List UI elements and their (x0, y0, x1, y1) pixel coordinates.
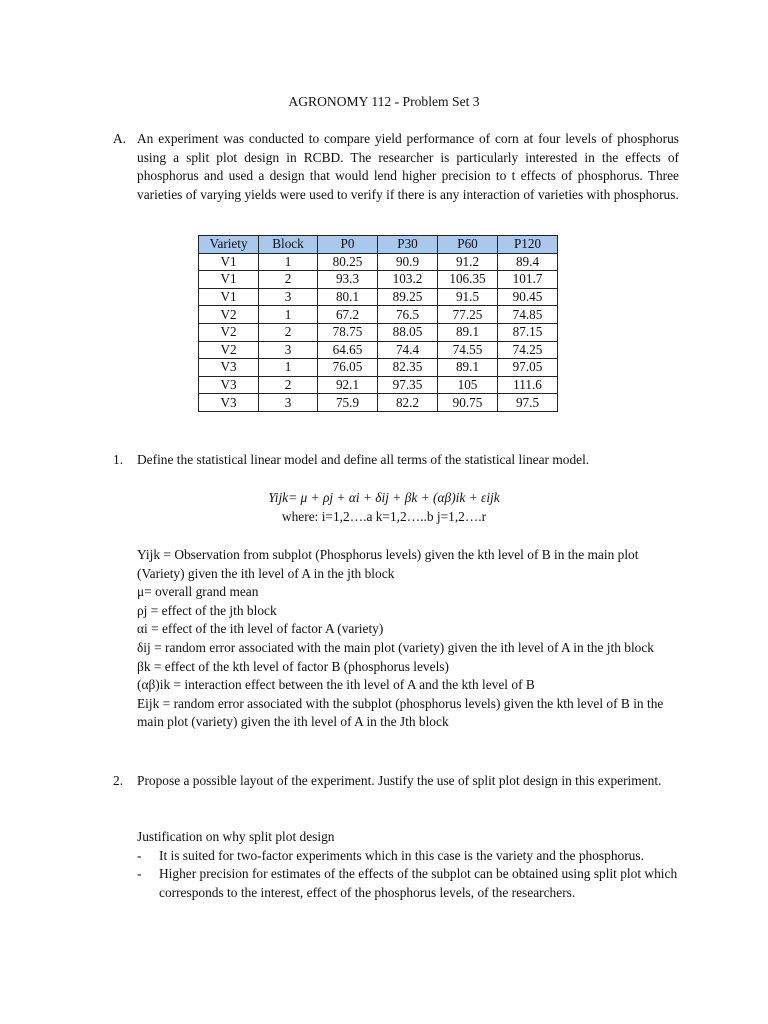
definition-item: βk = effect of the kth level of factor B (phosphorus levels) (137, 658, 449, 674)
table-row (199, 288, 558, 306)
cell-p30: 82.2 (378, 394, 438, 412)
cell-p30: 82.35 (378, 359, 438, 377)
cell-p30: 89.25 (378, 288, 438, 306)
table-row (199, 394, 558, 412)
table-row (199, 341, 558, 359)
cell-p120: 87.15 (498, 323, 558, 341)
document-title: AGRONOMY 112 - Problem Set 3 (288, 94, 480, 109)
cell-p120: 90.45 (498, 288, 558, 306)
table-row (199, 323, 558, 341)
bullet-text: It is suited for two-factor experiments which in this case is the variety and the phosphorus. (159, 847, 644, 863)
definition-item: δij = random error associated with the main plot (variety) given the ith level of A in the jth block (137, 639, 654, 655)
table-header-row (199, 236, 558, 254)
cell-block: 1 (259, 306, 318, 324)
cell-p120: 89.4 (498, 253, 558, 271)
section-a-label: A. (113, 131, 127, 146)
cell-p60: 77.25 (438, 306, 498, 324)
cell-p0: 78.75 (318, 323, 378, 341)
cell-p120: 97.05 (498, 359, 558, 377)
question-1-text: Define the statistical linear model and define all terms of the statistical linear model. (137, 452, 590, 467)
linear-model-formula (0, 489, 768, 526)
header-block: Block (259, 236, 318, 254)
cell-p0: 80.25 (318, 253, 378, 271)
header-p60: P60 (438, 236, 498, 254)
cell-block: 3 (259, 394, 318, 412)
header-p30: P30 (378, 236, 438, 254)
table-row (199, 271, 558, 289)
cell-p30: 76.5 (378, 306, 438, 324)
table-row (199, 306, 558, 324)
cell-p60: 89.1 (438, 359, 498, 377)
table-row (199, 359, 558, 377)
bullet-text: Higher precision for estimates of the effects of the subplot can be obtained using split plot which corresponds to the interest, effect of the phosphorus levels, of the researchers. (159, 866, 678, 900)
cell-block: 2 (259, 376, 318, 394)
cell-p120: 111.6 (498, 376, 558, 394)
cell-p30: 88.05 (378, 323, 438, 341)
cell-p60: 90.75 (438, 394, 498, 412)
justification (137, 828, 682, 902)
cell-block: 3 (259, 341, 318, 359)
question-2 (113, 772, 679, 791)
cell-variety: V2 (199, 341, 259, 359)
definition-item: ρj = effect of the jth block (137, 602, 277, 618)
justification-heading: Justification on why split plot design (137, 829, 335, 844)
cell-p30: 90.9 (378, 253, 438, 271)
question-1 (113, 451, 679, 470)
cell-p30: 97.35 (378, 376, 438, 394)
definition-item: αi = effect of the ith level of factor A (variety) (137, 621, 384, 637)
cell-variety: V2 (199, 323, 259, 341)
cell-p30: 103.2 (378, 271, 438, 289)
cell-p60: 105 (438, 376, 498, 394)
cell-p0: 92.1 (318, 376, 378, 394)
formula-equation: Yijk= μ + ρj + αi + δij + βk + (αβ)ik + εijk (268, 490, 500, 505)
justification-bullet (137, 847, 682, 866)
question-1-number: 1. (113, 452, 124, 467)
cell-variety: V2 (199, 306, 259, 324)
header-p120: P120 (498, 236, 558, 254)
definition-item: μ= overall grand mean (137, 584, 259, 600)
yield-table (198, 235, 558, 412)
justification-bullet (137, 865, 682, 902)
question-2-text: Propose a possible layout of the experiment. Justify the use of split plot design in this experiment. (137, 773, 662, 788)
cell-variety: V1 (199, 253, 259, 271)
header-variety: Variety (199, 236, 259, 254)
cell-block: 1 (259, 253, 318, 271)
cell-p60: 91.5 (438, 288, 498, 306)
bullet-dash: - (137, 866, 142, 882)
definitions-list (137, 546, 682, 732)
cell-p0: 76.05 (318, 359, 378, 377)
cell-p0: 64.65 (318, 341, 378, 359)
cell-block: 1 (259, 359, 318, 377)
cell-variety: V3 (199, 394, 259, 412)
cell-variety: V3 (199, 376, 259, 394)
cell-p0: 67.2 (318, 306, 378, 324)
cell-p0: 80.1 (318, 288, 378, 306)
cell-block: 2 (259, 323, 318, 341)
cell-block: 3 (259, 288, 318, 306)
table-body (199, 253, 558, 411)
question-2-number: 2. (113, 773, 124, 788)
cell-variety: V1 (199, 288, 259, 306)
cell-p60: 91.2 (438, 253, 498, 271)
section-a-text: An experiment was conducted to compare yield performance of corn at four levels of phosphorus using a split plot design in RCBD. The researcher is particularly interested in the effects of phosphorus and used a design that would lend higher precision to t effects of phosphorus. Three varieties of varying yields were used to verify if there is any interaction of varieties with phosphorus. (137, 131, 679, 202)
cell-p120: 101.7 (498, 271, 558, 289)
cell-p0: 93.3 (318, 271, 378, 289)
definition-item: Eijk = random error associated with the subplot (phosphorus levels) given the kth level of B in the main plot (variety) given the ith level of A in the Jth block (137, 695, 664, 730)
header-p0: P0 (318, 236, 378, 254)
table-row (199, 253, 558, 271)
cell-p60: 106.35 (438, 271, 498, 289)
cell-p120: 74.85 (498, 306, 558, 324)
bullet-dash: - (137, 847, 142, 863)
definition-item: (αβ)ik = interaction effect between the ith level of A and the kth level of B (137, 677, 535, 693)
cell-p0: 75.9 (318, 394, 378, 412)
table-row (199, 376, 558, 394)
section-a (113, 130, 679, 204)
cell-p60: 74.55 (438, 341, 498, 359)
cell-p120: 74.25 (498, 341, 558, 359)
cell-variety: V3 (199, 359, 259, 377)
cell-block: 2 (259, 271, 318, 289)
definition-item: Yijk = Observation from subplot (Phosphorus levels) given the kth level of B in the main plot (Variety) given the ith level of A in the jth block (137, 547, 639, 581)
formula-where: where: i=1,2….a k=1,2…..b j=1,2….r (281, 508, 487, 524)
cell-p120: 97.5 (498, 394, 558, 412)
cell-p30: 74.4 (378, 341, 438, 359)
cell-variety: V1 (199, 271, 259, 289)
cell-p60: 89.1 (438, 323, 498, 341)
